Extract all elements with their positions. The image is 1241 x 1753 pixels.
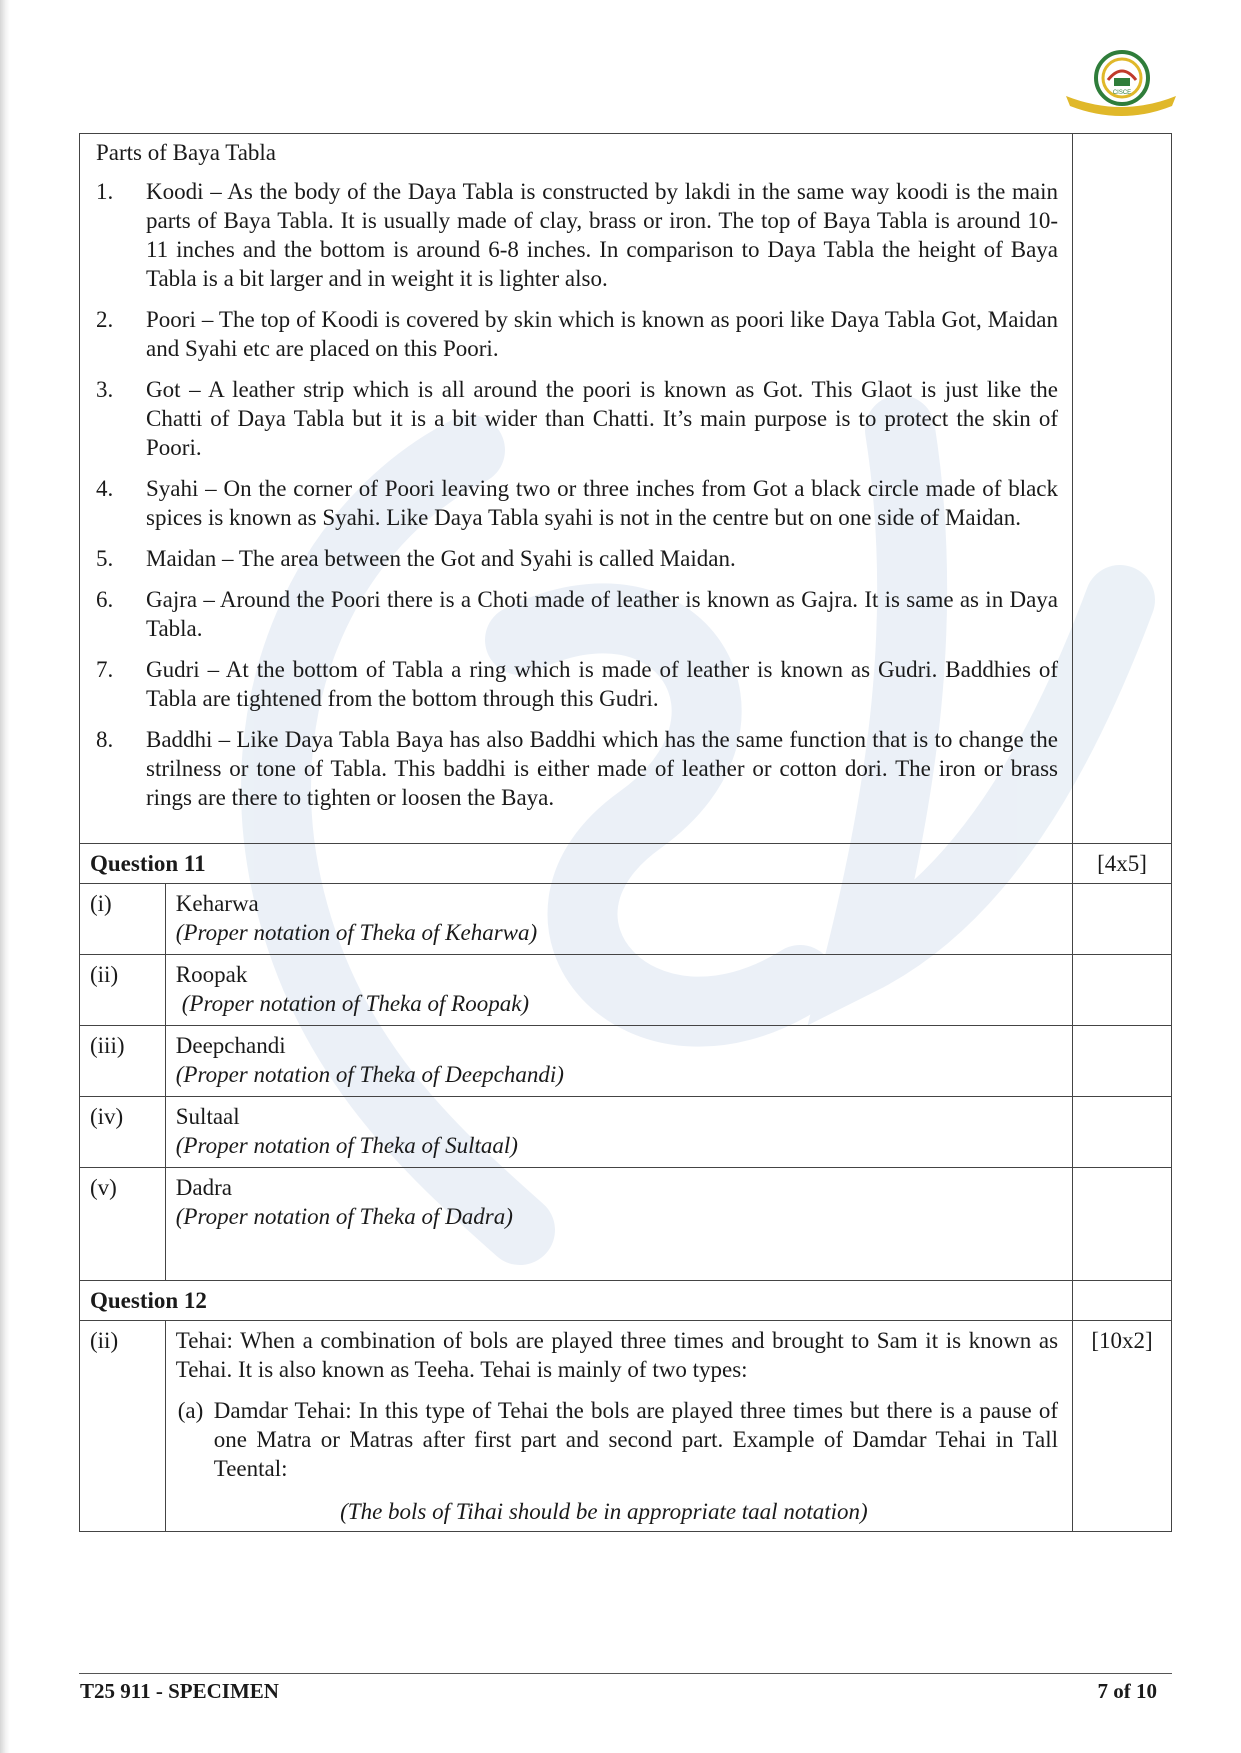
marks-cell (1073, 884, 1172, 955)
list-item: 3. Got – A leather strip which is all around the poori is known as Got. This Glaot is just like the Chatti of Daya Tabla but it is a bit wider than Chatti. It’s main purpose is to protect the skin of Poori. (96, 377, 1059, 460)
list-item: 1. Koodi – As the body of the Daya Tabla is constructed by lakdi in the same way koodi is the main parts of Baya Tabla. It is usually made of clay, brass or iron. The top of Baya Tabla is around 10-11 inches and the bottom is around 6-8 inches. In comparison to Daya Tabla the height of Baya Tabla is a bit larger and in weight it is lighter also. (96, 179, 1059, 291)
row-note: (Proper notation of Theka of Keharwa) (175, 920, 538, 945)
row-content (165, 1168, 1072, 1281)
paper-code: T25 911 - SPECIMEN (80, 1679, 279, 1703)
row-content (165, 1321, 1072, 1532)
parts-section-cell (80, 134, 1073, 844)
question-12-marks: [10x2] (1073, 1321, 1172, 1532)
table-row (80, 884, 1172, 955)
parts-title: Parts of Baya Tabla (96, 140, 277, 165)
row-number: (iv) (80, 1097, 166, 1168)
row-number: (v) (80, 1168, 166, 1281)
row-content (165, 955, 1072, 1026)
sub-item-number: (a) (177, 1398, 204, 1423)
row-note: (Proper notation of Theka of Sultaal) (175, 1133, 518, 1158)
tihai-note: (The bols of Tihai should be in appropriate taal notation) (340, 1499, 868, 1524)
list-item: 4. Syahi – On the corner of Poori leaving two or three inches from Got a black circle made of black spices is known as Syahi. Like Daya Tabla syahi is not in the centre but on one side of Maidan. (96, 476, 1059, 530)
row-number: (ii) (80, 955, 166, 1026)
table-row (80, 1026, 1172, 1097)
marks-cell (1073, 955, 1172, 1026)
marks-cell (1073, 1097, 1172, 1168)
marks-cell (1073, 1168, 1172, 1281)
table-row (80, 1168, 1172, 1281)
scan-edge-shadow (0, 0, 10, 1753)
row-content (165, 1097, 1072, 1168)
question-12-header-row (80, 1281, 1172, 1321)
tehai-definition: Tehai: When a combination of bols are played three times and brought to Sam it is known as Tehai. It is also known as Teeha. Tehai is mainly of two types: (175, 1328, 1059, 1382)
row-title: Deepchandi (175, 1033, 286, 1058)
row-content (165, 1026, 1072, 1097)
page-number: 7 of 10 (1097, 1679, 1157, 1703)
list-item: 2. Poori – The top of Koodi is covered by skin which is known as poori like Daya Tabla Got, Maidan and Syahi etc are placed on this Poori. (96, 307, 1059, 361)
list-item: 8. Baddhi – Like Daya Tabla Baya has also Baddhi which has the same function that is to change the strilness or tone of Tabla. This baddhi is either made of leather or cotton dori. The iron or brass rings are there to tighten or loosen the Baya. (96, 727, 1059, 810)
marks-cell (1073, 1026, 1172, 1097)
question-11-header-row (80, 844, 1172, 884)
list-item: 5. Maidan – The area between the Got and Syahi is called Maidan. (96, 546, 736, 571)
footer-rule (79, 1673, 1172, 1674)
row-number: (iii) (80, 1026, 166, 1097)
row-content (165, 884, 1072, 955)
question-11-marks: [4x5] (1073, 844, 1172, 884)
row-number: (ii) (80, 1321, 166, 1532)
table-row (80, 955, 1172, 1026)
parts-list (90, 177, 1062, 812)
row-note: (Proper notation of Theka of Roopak) (181, 991, 530, 1016)
row-note: (Proper notation of Theka of Dadra) (175, 1204, 513, 1229)
question-12-heading: Question 12 (80, 1281, 1073, 1321)
list-item (176, 1396, 1062, 1483)
list-item: 6. Gajra – Around the Poori there is a Choti made of leather is known as Gajra. It is same as in Daya Tabla. (96, 587, 1059, 641)
parts-section-row (80, 134, 1172, 844)
row-title: Dadra (175, 1175, 232, 1200)
cisce-logo (1062, 48, 1180, 122)
table-row (80, 1097, 1172, 1168)
row-title: Roopak (175, 962, 248, 987)
marking-scheme-table (79, 133, 1172, 1532)
question-11-heading: Question 11 (80, 844, 1073, 884)
svg-text:CISCE: CISCE (1112, 90, 1132, 96)
sub-item-text: Damdar Tehai: In this type of Tehai the bols are played three times but there is a pause of one Matra or Matras after first part and second part. Example of Damdar Tehai in Tall Teental: (213, 1398, 1059, 1481)
row-title: Sultaal (175, 1104, 240, 1129)
table-row (80, 1321, 1172, 1532)
marks-cell (1073, 134, 1172, 844)
marks-cell (1073, 1281, 1172, 1321)
row-title: Keharwa (175, 891, 259, 916)
list-item: 7. Gudri – At the bottom of Tabla a ring which is made of leather is known as Gudri. Baddhies of Tabla are tightened from the bottom through this Gudri. (96, 657, 1059, 711)
row-number: (i) (80, 884, 166, 955)
row-note: (Proper notation of Theka of Deepchandi) (175, 1062, 564, 1087)
